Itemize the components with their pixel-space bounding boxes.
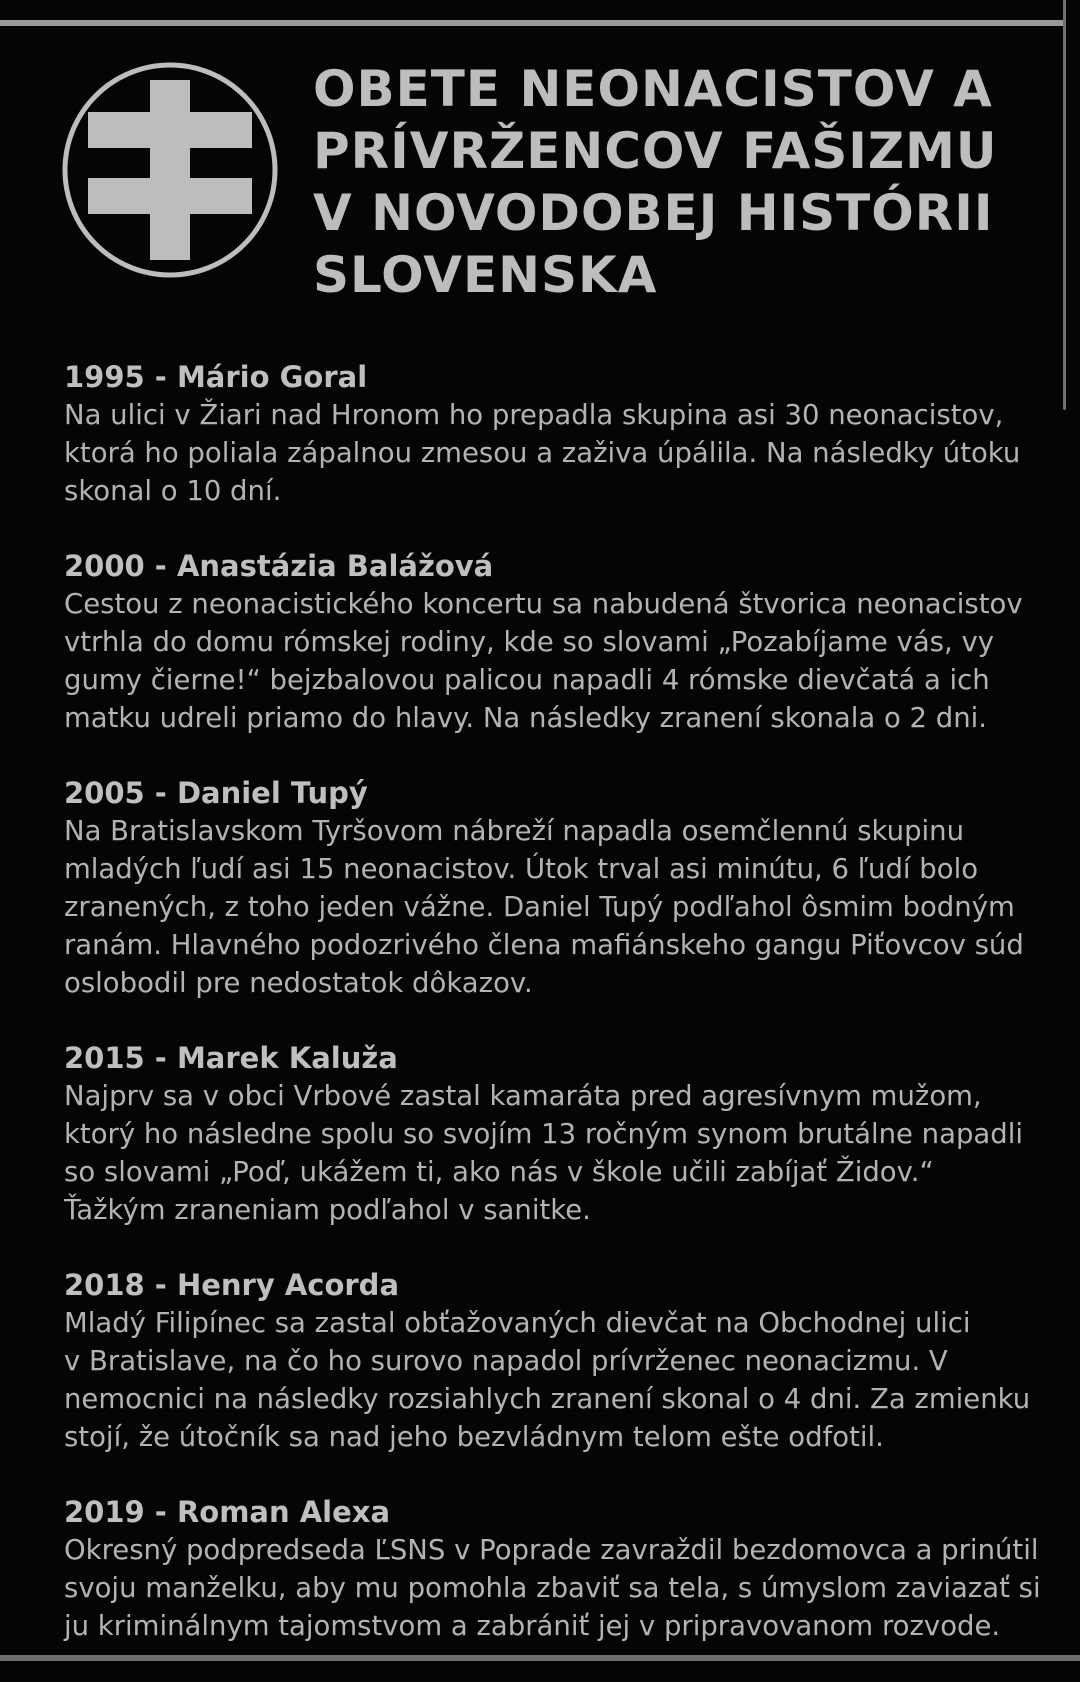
page-title [313, 58, 1063, 306]
entry-heading: 2000 - Anastázia Balážová [64, 549, 494, 583]
body-line: zranených, z toho jeden vážne. Daniel Tupý podľahol ôsmim bodným [64, 891, 1015, 923]
body-line: stojí, že útočník sa nad jeho bezvládnym telom ešte odfotil. [64, 1421, 884, 1453]
entry-heading: 1995 - Mário Goral [64, 360, 368, 394]
entry-heading: 2019 - Roman Alexa [64, 1495, 391, 1529]
victims-list [64, 358, 1054, 1682]
body-line: Cestou z neonacistického koncertu sa nabudená štvorica neonacistov [64, 588, 1023, 620]
body-line: Ťažkým zraneniam podľahol v sanitke. [64, 1194, 591, 1226]
body-line: v Bratislave, na čo ho surovo napadol prívrženec neonacizmu. V [64, 1345, 948, 1377]
entry-heading: 2015 - Marek Kaluža [64, 1041, 398, 1075]
entry-body [64, 1531, 1054, 1645]
body-line: skonal o 10 dní. [64, 475, 282, 507]
double-cross-icon [60, 60, 280, 280]
body-line: oslobodil pre nedostatok dôkazov. [64, 967, 533, 999]
body-line: Najprv sa v obci Vrbové zastal kamaráta pred agresívnym mužom, [64, 1080, 982, 1112]
body-line: ju kriminálnym tajomstvom a zabrániť jej v pripravovanom rozvode. [64, 1610, 1001, 1642]
list-item [64, 1266, 1054, 1456]
body-line: ktorý ho následne spolu so svojím 13 ročným synom brutálne napadli [64, 1118, 1023, 1150]
entry-body [64, 1304, 1054, 1456]
title-line: V NOVODOBEJ HISTÓRII [313, 184, 994, 242]
title-line: PRÍVRŽENCOV FAŠIZMU [313, 122, 998, 180]
entry-body [64, 812, 1054, 1002]
list-item [64, 547, 1054, 737]
body-line: matku udreli priamo do hlavy. Na následky zranení skonala o 2 dni. [64, 702, 988, 734]
entry-heading: 2018 - Henry Acorda [64, 1268, 400, 1302]
list-item [64, 774, 1054, 1002]
list-item [64, 358, 1054, 510]
body-line: vtrhla do domu rómskej rodiny, kde so slovami „Pozabíjame vás, vy [64, 626, 995, 658]
body-line: Okresný podpredseda ĽSNS v Poprade zavraždil bezdomovca a prinútil [64, 1534, 1039, 1566]
body-line: so slovami „Poď, ukážem ti, ako nás v škole učili zabíjať Židov.“ [64, 1156, 934, 1188]
body-line: nemocnici na následky rozsiahlych zranení skonal o 4 dni. Za zmienku [64, 1383, 1031, 1415]
body-line: mladých ľudí asi 15 neonacistov. Útok trval asi minútu, 6 ľudí bolo [64, 853, 979, 885]
body-line: gumy čierne!“ bejzbalovou palicou napadli 4 rómske dievčatá a ich [64, 664, 990, 696]
title-line: OBETE NEONACISTOV A [313, 60, 993, 118]
entry-body [64, 396, 1054, 510]
entry-heading: 2005 - Daniel Tupý [64, 776, 368, 810]
body-line: svoju manželku, aby mu pomohla zbaviť sa tela, s úmyslom zaviazať si [64, 1572, 1041, 1604]
entry-body [64, 1077, 1054, 1229]
top-divider [0, 20, 1063, 26]
body-line: ktorá ho poliala zápalnou zmesou a zaživa úpálila. Na následky útoku [64, 437, 1021, 469]
entry-body [64, 585, 1054, 737]
list-item [64, 1039, 1054, 1229]
body-line: Mladý Filipínec sa zastal obťažovaných dievčat na Obchodnej ulici [64, 1307, 971, 1339]
title-line: SLOVENSKA [313, 246, 658, 304]
body-line: Na ulici v Žiari nad Hronom ho prepadla skupina asi 30 neonacistov, [64, 399, 1004, 431]
scrollbar-edge [1063, 0, 1066, 410]
list-item [64, 1493, 1054, 1645]
body-line: Na Bratislavskom Tyršovom nábreží napadla osemčlennú skupinu [64, 815, 965, 847]
body-line: ranám. Hlavného podozrivého člena mafiánskeho gangu Piťovcov súd [64, 929, 1024, 961]
